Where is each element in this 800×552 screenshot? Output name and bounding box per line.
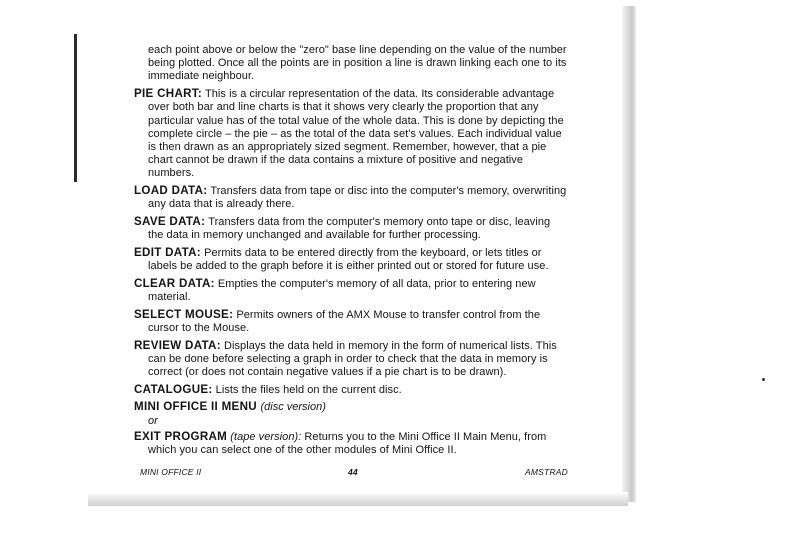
glossary-list [134,87,568,397]
entry-description: This is a circular representation of the data. Its considerable advantage over both bar and line charts is that it shows very clearly the proportion that any particular value has of the total value of the whole data. This is done by depicting the complete circle – the pie – as the total of the data set's values. Each individual value is then drawn as an appropriately sized segment. Remember, however, that a pie chart cannot be drawn if the data contains a mixture of positive and negative numbers. [148,88,564,180]
exit-term: EXIT PROGRAM [134,429,228,443]
glossary-entry [134,383,568,397]
entry-term: CLEAR DATA: [134,276,215,290]
or-separator: or [148,414,158,427]
page-body [134,44,568,461]
entry-term: REVIEW DATA: [134,338,221,352]
entry-term: LOAD DATA: [134,184,208,198]
page-edge-right [622,6,636,502]
exit-program-entry [134,430,568,457]
exit-note: (tape version): [230,430,302,443]
entry-description: Empties the computer's memory of all data, prior to entering new material. [148,277,536,303]
menu-heading-title: MINI OFFICE II MENU [134,400,257,414]
glossary-entry [134,246,568,273]
footer-product-name: MINI OFFICE II [140,467,202,477]
glossary-entry [134,339,568,380]
footer-page-number: 44 [348,467,358,477]
entry-description: Permits owners of the AMX Mouse to transfer control from the cursor to the Mouse. [148,308,541,334]
entry-term: PIE CHART: [134,87,203,101]
entry-term: SELECT MOUSE: [134,307,234,321]
exit-description: Returns you to the Mini Office II Main Menu, from which you can select one of the other modules of Mini Office II. [148,430,547,456]
glossary-entry [134,87,568,180]
menu-heading [134,400,568,414]
entry-term: EDIT DATA: [134,245,201,259]
glossary-entry [134,308,568,335]
entry-description: Transfers data from tape or disc into the computer's memory, overwriting any data that is already there. [148,185,567,211]
glossary-entry [134,184,568,211]
entry-description: Transfers data from the computer's memory onto tape or disc, leaving the data in memory unchanged and available for further processing. [148,215,551,242]
page-edge-bottom [88,492,628,506]
entry-description: Permits data to be entered directly from the keyboard, or lets titles or labels be added to the graph before it is either printed out or stored for future use. [148,246,549,273]
menu-heading-note: (disc version) [260,401,326,414]
page-footer [140,467,568,479]
footer-brand: AMSTRAD [525,467,568,477]
glossary-entry [134,215,568,242]
entry-description: Lists the files held on the current disc. [215,383,402,396]
entry-term: CATALOGUE: [134,382,213,396]
print-speck [762,378,765,381]
continuation-paragraph: each point above or below the "zero" base line depending on the value of the number being plotted. Once all the points are in position a line is drawn linking each one to its immediate neighbour. [148,44,567,83]
margin-rule [74,34,77,182]
entry-term: SAVE DATA: [134,214,206,228]
glossary-entry [134,277,568,304]
entry-description: Displays the data held in memory in the form of numerical lists. This can be done before selecting a graph in order to check that the data in memory is correct (or does not contain negative values if a pie chart is to be drawn). [148,339,557,378]
